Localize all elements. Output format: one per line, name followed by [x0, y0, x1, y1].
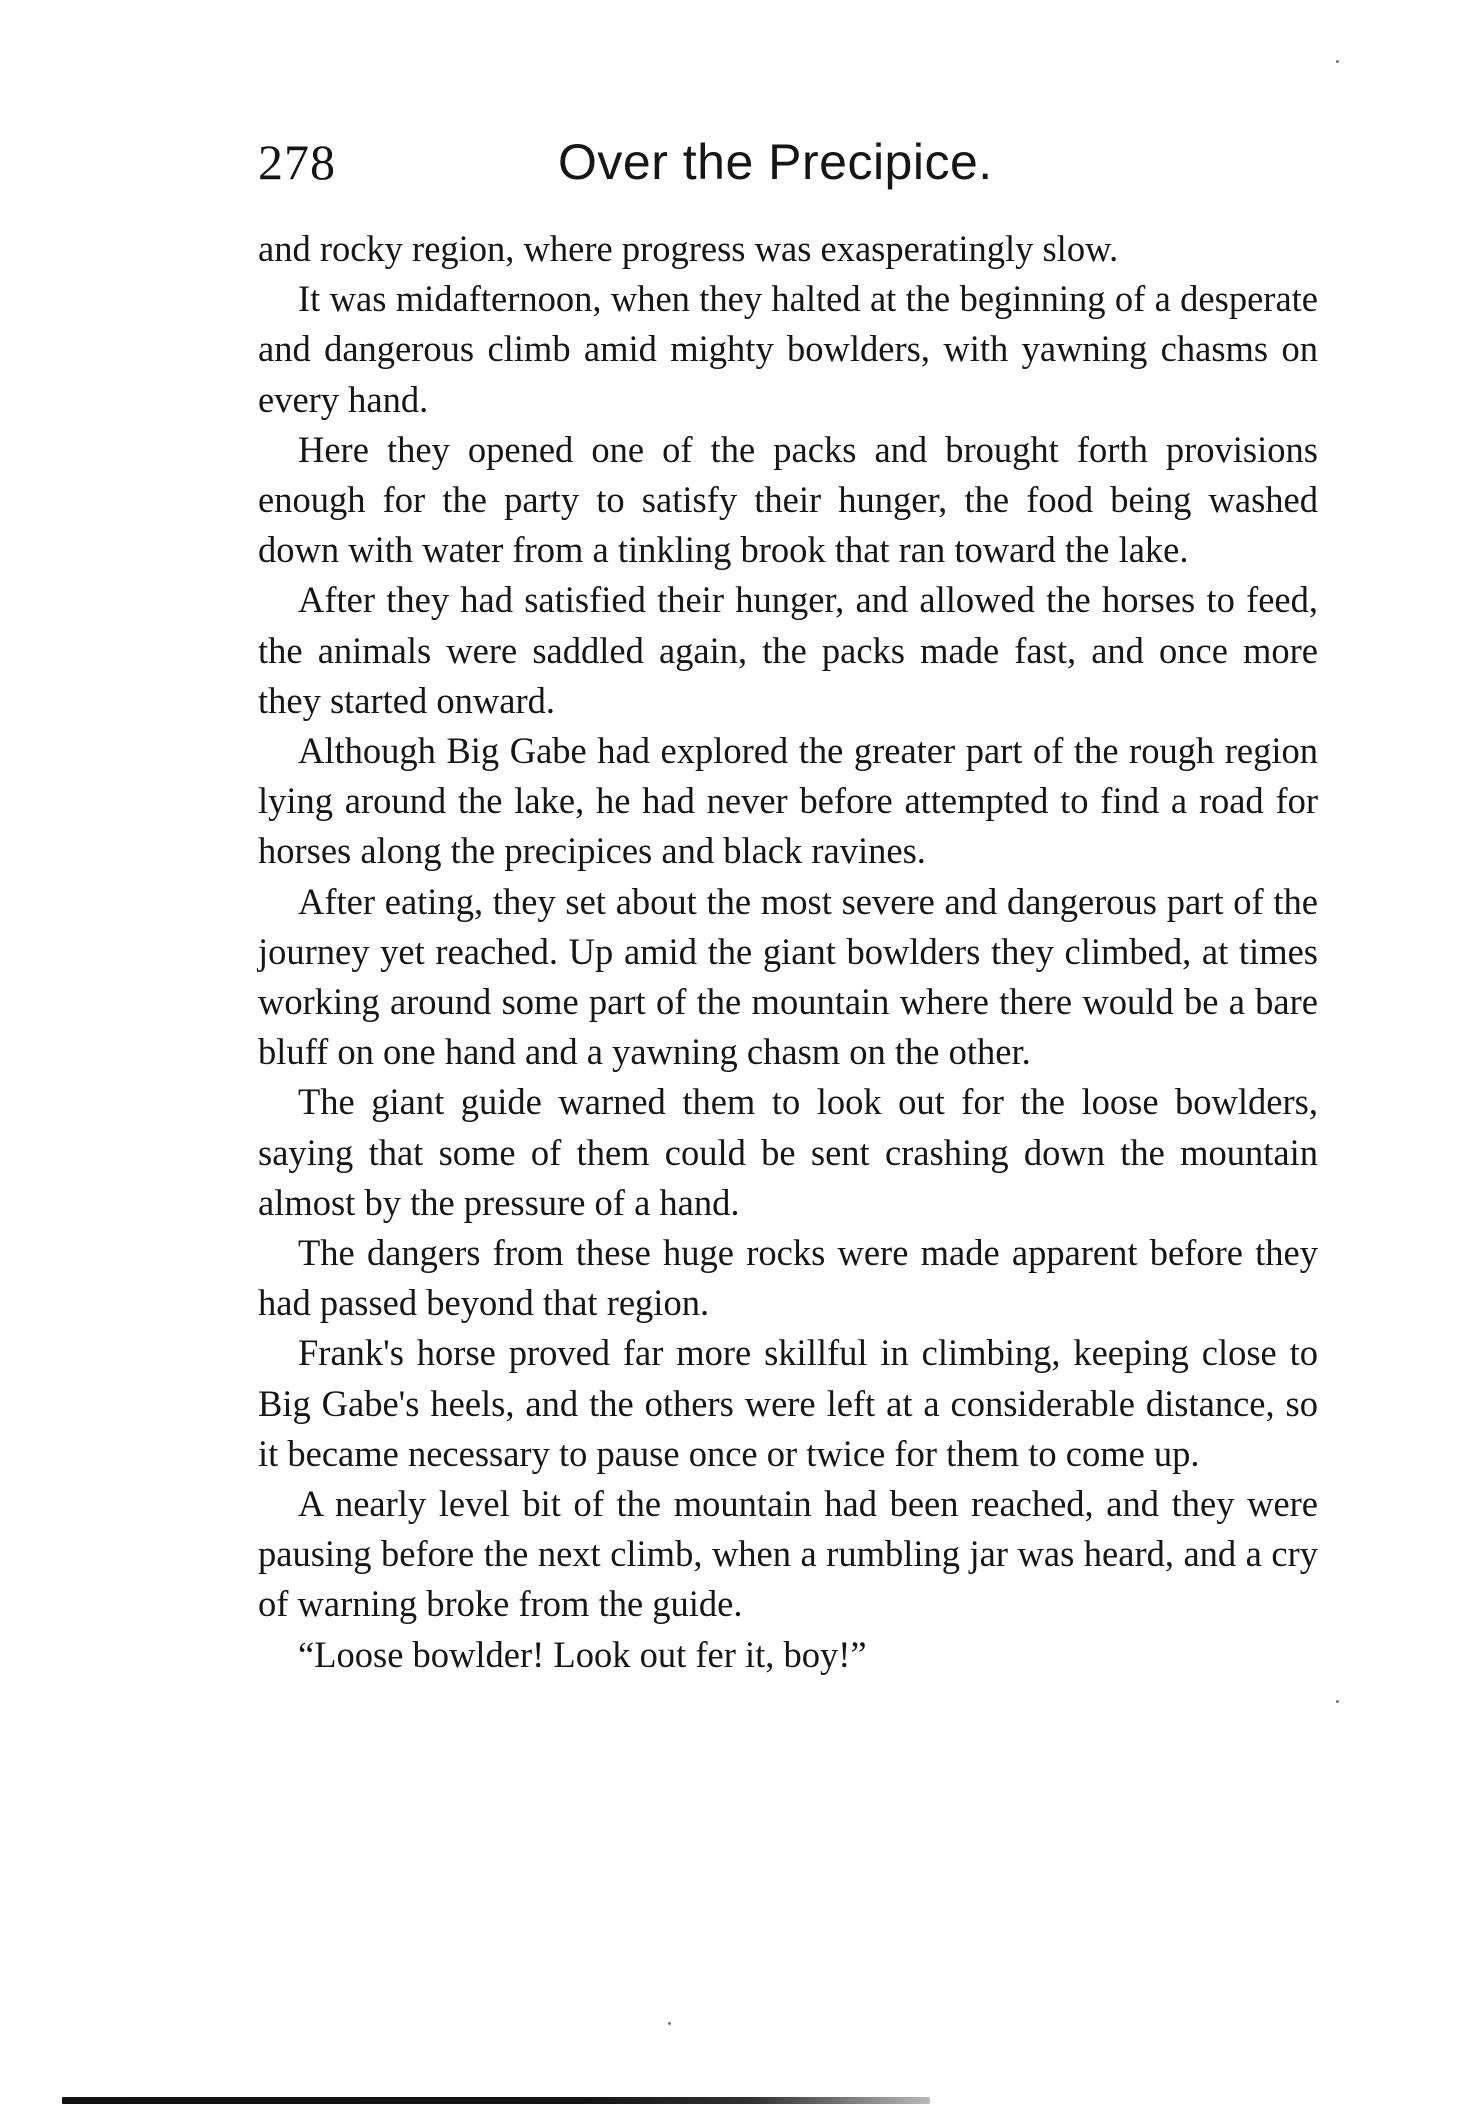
paragraph: “Loose bowlder! Look out fer it, boy!” — [298, 1633, 867, 1675]
paragraph: It was midafternoon, when they halted at the beginning of a desperate and dangerous climb amid mighty bowlders, with yawning chasms on every hand. — [258, 278, 1318, 420]
paragraph: and rocky region, where progress was exasperatingly slow. — [258, 228, 1119, 269]
scan-speck — [1336, 1700, 1339, 1703]
paragraph: Here they opened one of the packs and brought forth provisions enough for the party to satisfy their hunger, the food being washed down with water from a tinkling brook that ran toward the lake. — [258, 428, 1318, 571]
paragraph: The dangers from these huge rocks were made apparent before they had passed beyond that region. — [258, 1232, 1318, 1324]
paragraph: After they had satisfied their hunger, and allowed the horses to feed, the animals were saddled again, the packs made fast, and once more they started onward. — [258, 579, 1318, 721]
page-number: 278 — [258, 134, 336, 190]
page-header — [258, 132, 1318, 202]
paragraph: Frank's horse proved far more skillful in climbing, keeping close to Big Gabe's heels, and the others were left at a considerable distance, so it became necessary to pause once or twice for them to come up. — [258, 1332, 1318, 1474]
paragraph: The giant guide warned them to look out for the loose bowlders, saying that some of them could be sent crashing down the mountain almost by the pressure of a hand. — [258, 1081, 1318, 1223]
paragraph: After eating, they set about the most severe and dangerous part of the journey yet reached. Up amid the giant bowlders they climbed, at times working around some part of the mountain where there would be a bare bluff on one hand and a yawning chasm on the other. — [258, 880, 1318, 1073]
running-title: Over the Precipice. — [558, 134, 993, 190]
body-text — [258, 224, 1318, 1680]
paragraph: A nearly level bit of the mountain had been reached, and they were pausing before the next climb, when a rumbling jar was heard, and a cry of warning broke from the guide. — [258, 1483, 1318, 1625]
scan-speck — [1336, 60, 1339, 63]
paragraph: Although Big Gabe had explored the greater part of the rough region lying around the lake, he had never before attempted to find a road for horses along the precipices and black ravines. — [258, 730, 1318, 872]
bottom-edge-rule — [62, 2097, 930, 2104]
scan-speck — [668, 2022, 671, 2025]
